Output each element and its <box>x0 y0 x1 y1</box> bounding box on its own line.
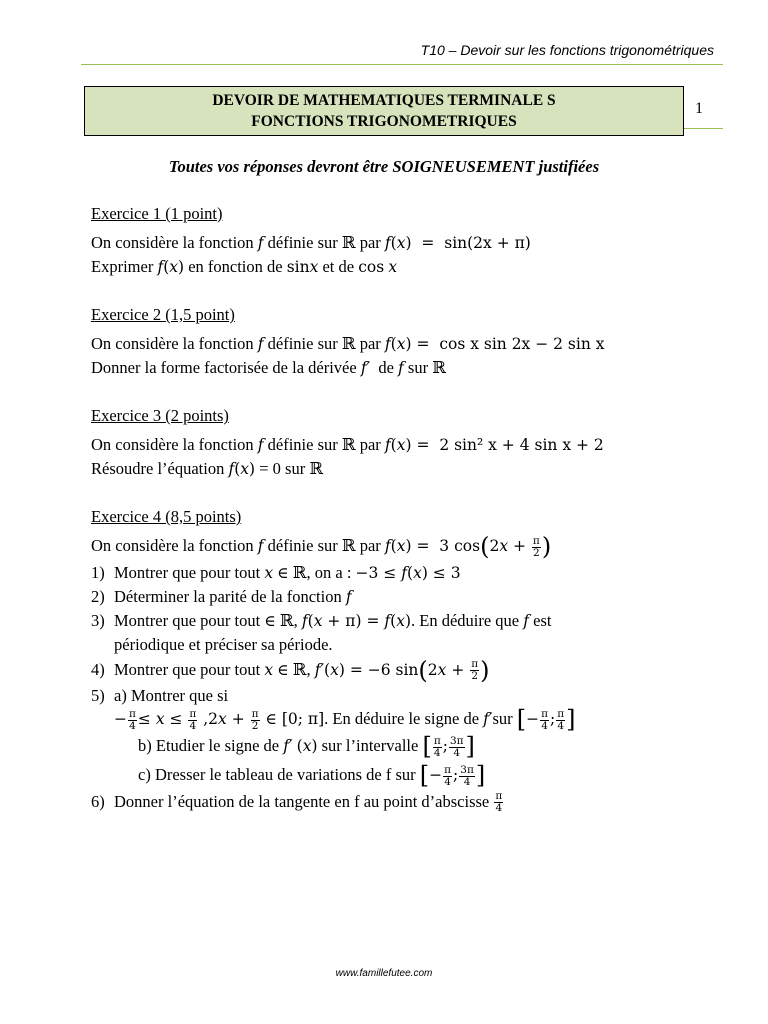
exercise-question: Résoudre l’équation f(x) = 0 sur ℝ <box>91 459 324 478</box>
exercise-question: Exprimer f(x) en fonction de sinx et de cos x <box>91 257 398 276</box>
exercise-1 <box>91 202 711 279</box>
question-1: 1) Montrer que pour tout x ∈ ℝ, on a : −3 ≤ f(x) ≤ 3 <box>91 562 461 582</box>
title-box <box>84 86 684 136</box>
running-header: T10 – Devoir sur les fonctions trigonométriques <box>420 42 714 58</box>
question-list <box>91 561 711 815</box>
question-5: 5) a) Montrer que si − $\frac{\pi}{4}$ ≤ x ≤ $\frac{\pi}{4}$ ,2x + $\frac{\pi}{2}$ ∈ [0; π]. En déduire le signe de f′sur [− $\frac{\pi}{4}$ ; $\frac{\pi}{4}$ ] b) Etudier le signe de f′ (x) sur l’intervalle [ $\frac{\pi}{4}$ ; $\frac{3\pi}{4}$ ] c) Dresser le tableau de variations de f sur [− $\frac{\pi}{4}$ ; $\frac{3\pi}{4}$ ] <box>91 684 711 787</box>
exercise-statement: On considère la fonction f définie sur ℝ par f(x) = sin(2x + π) <box>91 233 531 252</box>
question-4: 4) Montrer que pour tout x ∈ ℝ, f′(x) = −6 sin(2x + $\frac{\pi}{2}$ ) <box>91 656 490 685</box>
question-5b: b) Etudier le signe de f′ (x) sur l’intervalle [ $\frac{\pi}{4}$ ; $\frac{3\pi}{4}$ ] <box>138 732 475 761</box>
exercise-title: Exercice 4 (8,5 points) <box>91 507 242 526</box>
exercise-title: Exercice 3 (2 points) <box>91 406 229 425</box>
exercise-title: Exercice 2 (1,5 point) <box>91 305 235 324</box>
exercise-2 <box>91 303 711 380</box>
page-number: 1 <box>695 100 703 117</box>
exercise-list <box>91 202 711 838</box>
question-5c: c) Dresser le tableau de variations de f sur [− $\frac{\pi}{4}$ ; $\frac{3\pi}{4}$ ] <box>138 761 486 790</box>
header-rule <box>81 64 723 65</box>
exercise-4 <box>91 505 711 814</box>
question-6: 6) Donner l’équation de la tangente en f au point d’abscisse $\frac{\pi}{4}$ <box>91 790 503 815</box>
footer-url: www.famillefutee.com <box>335 968 433 979</box>
exercise-statement: On considère la fonction f définie sur ℝ par f(x) = 3 cos(2x + $\frac{\pi}{2}$ ) <box>91 532 552 561</box>
exercise-question: Donner la forme factorisée de la dérivée f′ de f sur ℝ <box>91 358 446 377</box>
title-line-2: FONCTIONS TRIGONOMETRIQUES <box>251 113 517 130</box>
exercise-statement: On considère la fonction f définie sur ℝ par f(x) = cos x sin 2x − 2 sin x <box>91 334 605 353</box>
question-3: 3) Montrer que pour tout ∈ ℝ, f(x + π) = f(x). En déduire que f est périodique et préciser sa période. <box>91 610 552 654</box>
exercise-statement: On considère la fonction f définie sur ℝ par f(x) = 2 sin² x + 4 sin x + 2 <box>91 435 604 454</box>
exercise-3 <box>91 404 711 481</box>
exercise-title: Exercice 1 (1 point) <box>91 204 223 223</box>
question-2: 2) Déterminer la parité de la fonction f <box>91 586 352 606</box>
instruction: Toutes vos réponses devront être SOIGNEUSEMENT justifiées <box>168 157 600 176</box>
page-number-rule <box>684 128 723 129</box>
title-line-1: DEVOIR DE MATHEMATIQUES TERMINALE S <box>212 92 556 109</box>
